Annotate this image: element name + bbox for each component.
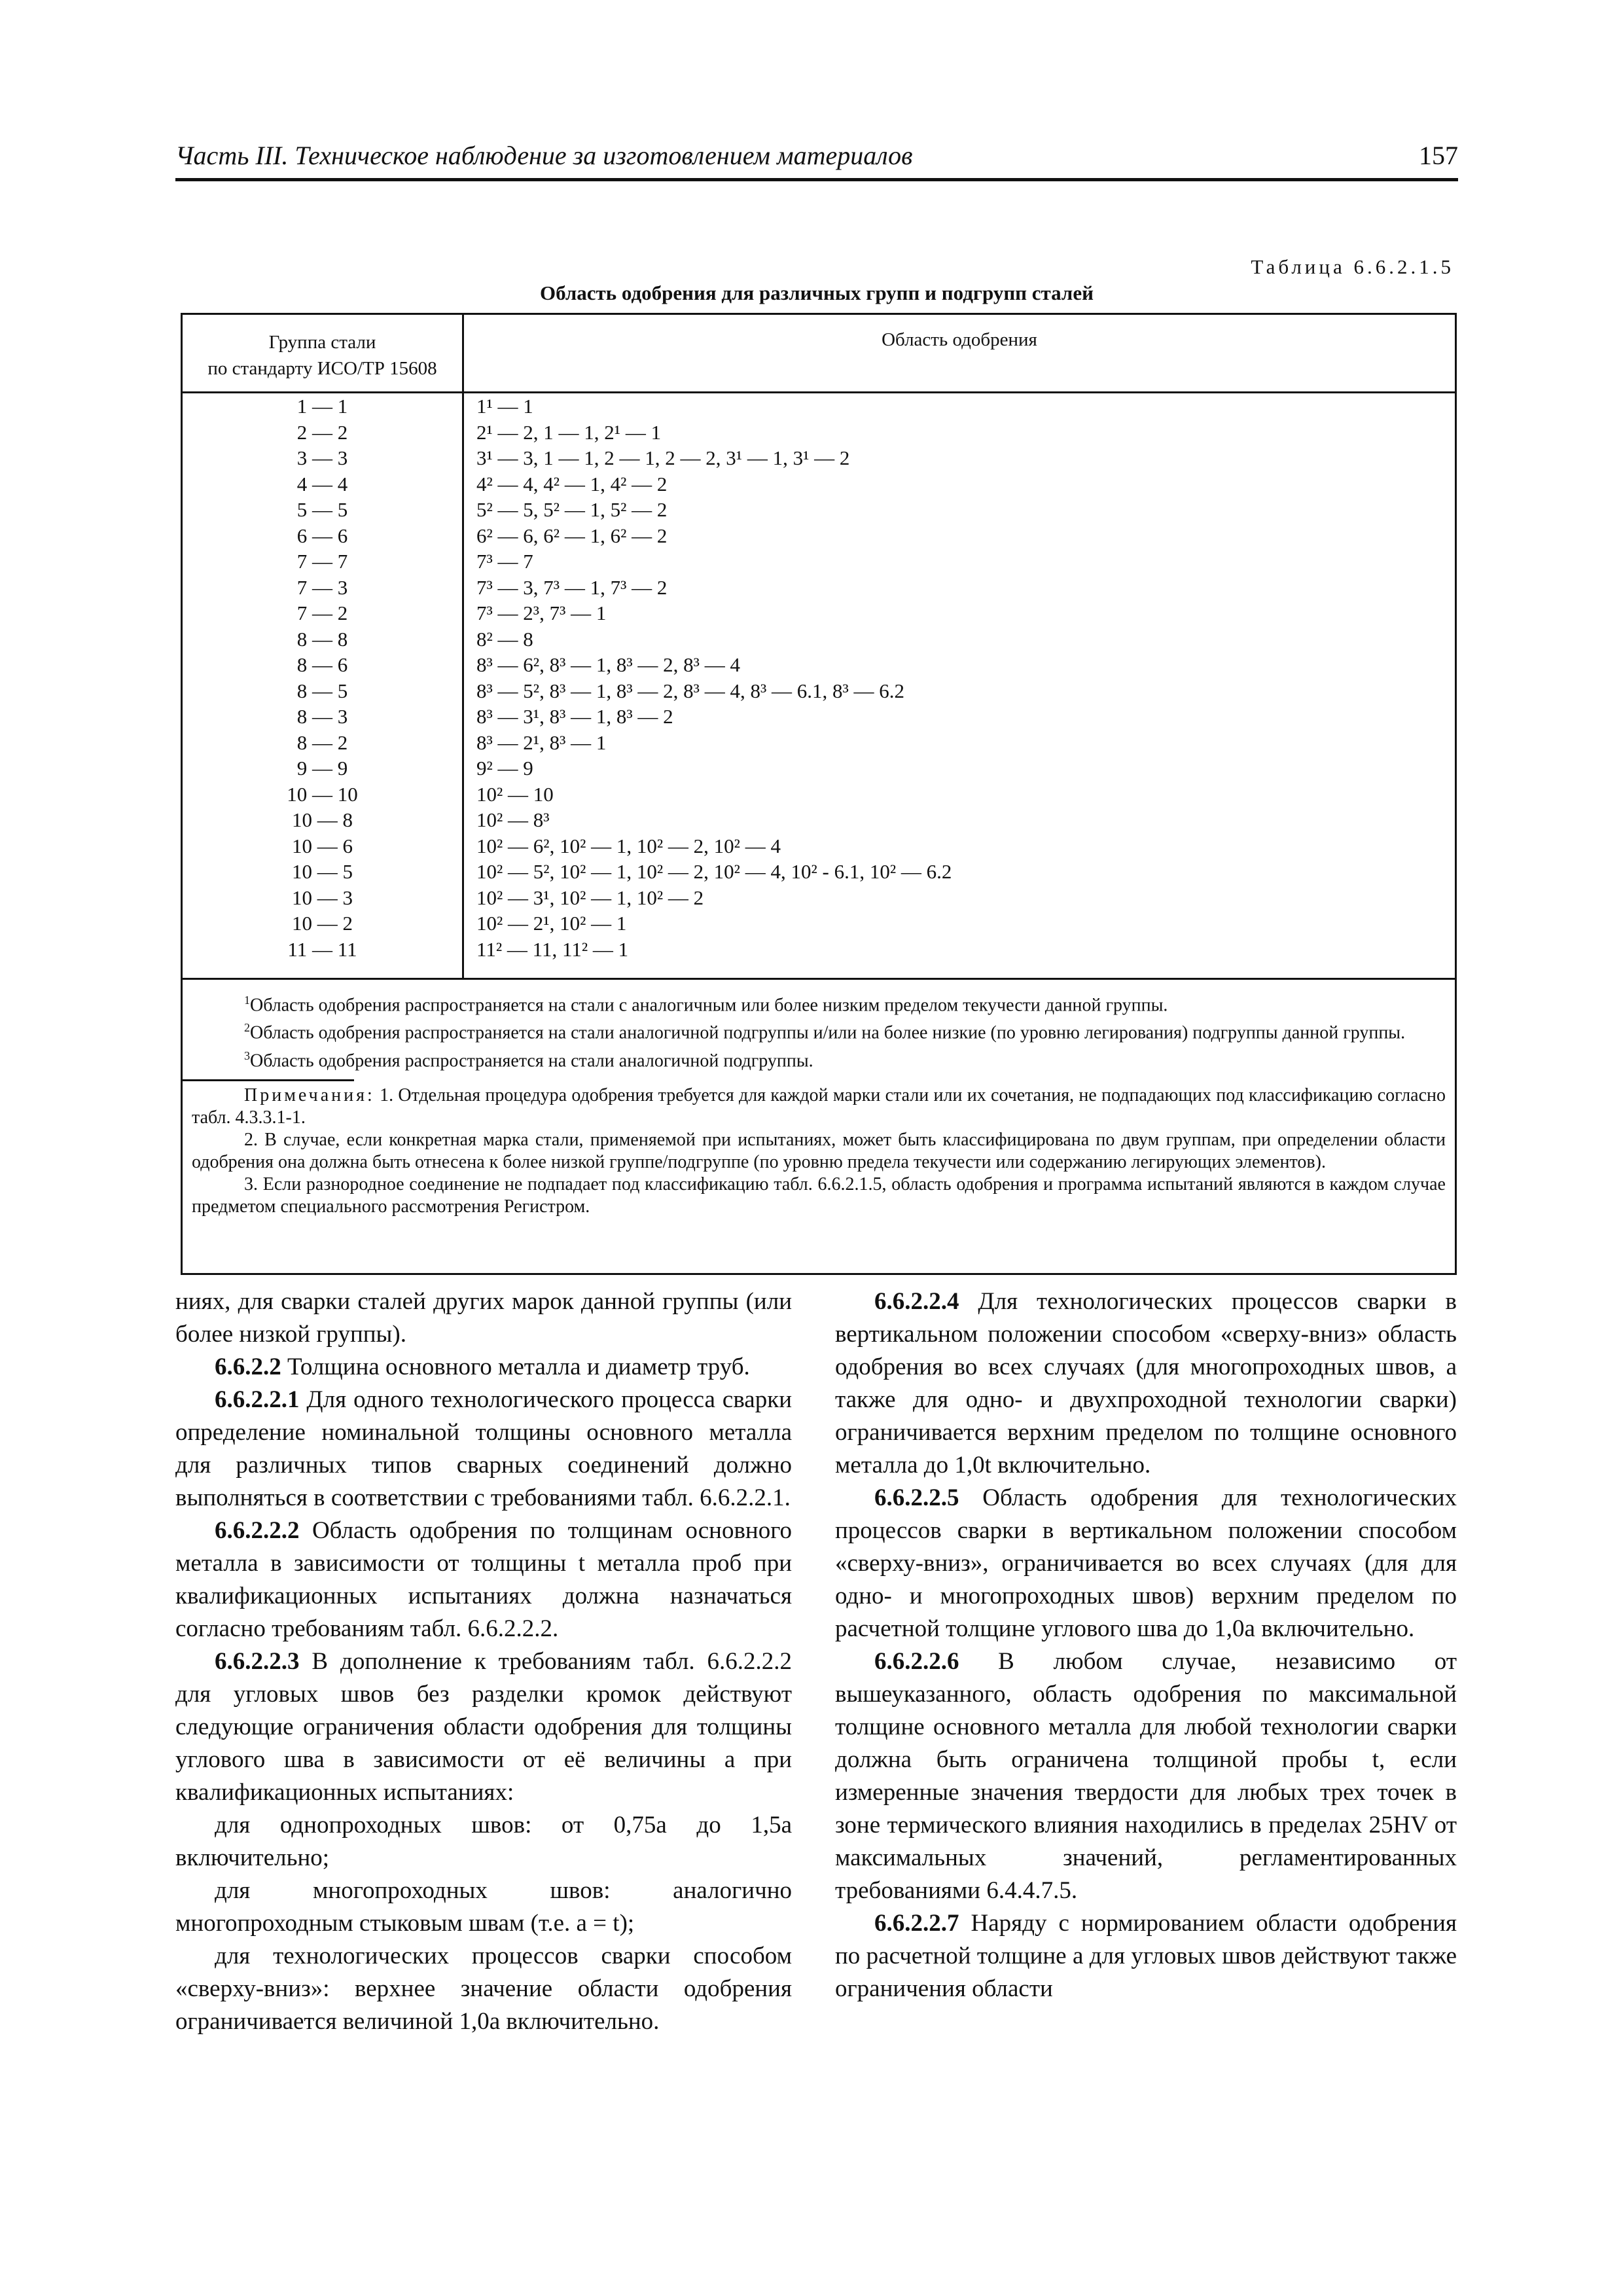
approval-range-cell: 6² — 6, 6² — 1, 6² — 2 — [476, 524, 668, 547]
footnote: $^3$Область одобрения распространяется на стали аналогичной подгруппы. — [244, 1049, 813, 1071]
body-column-left — [175, 1285, 792, 2038]
section-number: 6.6.2.2 — [215, 1354, 281, 1380]
body-column-right — [835, 1285, 1457, 2005]
steel-group-cell: 5 — 5 — [296, 498, 348, 521]
paragraph: для однопроходных швов: от 0,75a до 1,5a включительно; — [175, 1812, 792, 1871]
header-rule — [175, 178, 1458, 181]
table-label: Таблица 6.6.2.1.5 — [1251, 255, 1454, 278]
section-number: 6.6.2.2.7 — [874, 1910, 959, 1937]
steel-group-cell: 11 — 11 — [287, 937, 357, 961]
paragraph: ниях, для сварки сталей других марок данной группы (или более низкой группы). — [175, 1288, 792, 1348]
paragraph: 6.6.2.2.5 Область одобрения для технологических процессов сварки в вертикальном положении способом «сверху-вниз», ограничивается во всех случаях (для для одно- и многопроходных швов) верхним пределом по расчетной толщине углового шва до 1,0a включительно. — [835, 1484, 1457, 1642]
page-header — [175, 140, 1458, 181]
notes-rule — [183, 1079, 354, 1081]
section-number: 6.6.2.2.2 — [215, 1517, 300, 1544]
section-number: 6.6.2.2.3 — [215, 1648, 300, 1675]
approval-range-cell: 10² — 3¹, 10² — 1, 10² — 2 — [476, 886, 704, 909]
paragraph: для технологических процессов сварки способом «сверху-вниз»: верхнее значение области одобрения ограничивается величиной 1,0a включительно. — [175, 1943, 792, 2035]
steel-group-cell: 10 — 8 — [292, 808, 353, 831]
approval-range-cell: 7³ — 3, 7³ — 1, 7³ — 2 — [476, 575, 668, 599]
paragraph: 6.6.2.2.2 Область одобрения по толщинам основного металла в зависимости от толщины t металла проб при квалификационных испытаниях должна назначаться согласно требованиям табл. 6.6.2.2.2. — [175, 1517, 792, 1642]
column-header-range: Область одобрения — [882, 329, 1037, 350]
section-number: 6.6.2.2.4 — [874, 1288, 959, 1315]
approval-range-cell: 9² — 9 — [476, 757, 533, 780]
steel-group-cell: 9 — 9 — [296, 757, 348, 780]
paragraph: для многопроходных швов: аналогично многопроходным стыковым швам (т.е. a = t); — [175, 1877, 792, 1937]
steel-group-cell: 10 — 3 — [292, 886, 353, 909]
steel-group-column — [183, 393, 462, 962]
approval-range-cell: 3¹ — 3, 1 — 1, 2 — 1, 2 — 2, 3¹ — 1, 3¹ — 2 — [476, 446, 850, 469]
running-title: Часть III. Техническое наблюдение за изготовлением материалов — [175, 141, 913, 170]
table-footnotes — [192, 989, 1446, 1072]
note: 3. Если разнородное соединение не подпадает под классификацию табл. 6.6.2.1.5, область одобрения и программа испытаний являются в каждом случае предметом специального рассмотрения Регистром. — [192, 1174, 1446, 1217]
notes-label: Примечания: — [244, 1085, 375, 1105]
footnote: $^2$Область одобрения распространяется на стали аналогичной подгруппы и/или на более низкие (по уровню легирования) подгруппы данной группы. — [244, 1021, 1406, 1043]
steel-group-cell: 7 — 2 — [296, 601, 348, 624]
table-notes — [192, 1085, 1446, 1218]
steel-group-cell: 1 — 1 — [296, 395, 348, 418]
approval-range-cell: 8³ — 5², 8³ — 1, 8³ — 2, 8³ — 4, 8³ — 6.1, 8³ — 6.2 — [476, 679, 905, 702]
column-divider — [462, 315, 464, 980]
steel-group-cell: 2 — 2 — [296, 420, 348, 444]
approval-range-cell: 11² — 11, 11² — 1 — [476, 937, 629, 961]
section-number: 6.6.2.2.1 — [215, 1386, 300, 1413]
approval-range-cell: 1¹ — 1 — [476, 395, 533, 418]
steel-group-cell: 7 — 3 — [296, 575, 348, 599]
steel-group-cell: 10 — 6 — [292, 834, 353, 857]
steel-group-cell: 10 — 10 — [287, 782, 358, 806]
steel-group-cell: 6 — 6 — [296, 524, 348, 547]
note: 2. В случае, если конкретная марка стали, применяемой при испытаниях, может быть классифицирована по двум группам, при определении области одобрения она должна быть отнесена к более низкой группе/подгруппе (по уровню предела текучести или содержанию легирующих элементов). — [192, 1130, 1446, 1172]
approval-range-cell: 8³ — 2¹, 8³ — 1 — [476, 730, 607, 754]
steel-group-cell: 3 — 3 — [296, 446, 348, 469]
column-header-group-line2: по стандарту ИСО/ТР 15608 — [207, 358, 437, 379]
steel-group-cell: 8 — 8 — [296, 627, 348, 651]
section-number: 6.6.2.2.6 — [874, 1648, 959, 1675]
section-number: 6.6.2.2.5 — [874, 1484, 959, 1511]
approval-range-table — [181, 313, 1457, 1275]
approval-range-cell: 10² — 2¹, 10² — 1 — [476, 912, 627, 935]
approval-range-cell: 7³ — 7 — [476, 550, 533, 573]
body-divider — [183, 978, 1455, 980]
approval-range-cell: 2¹ — 2, 1 — 1, 2¹ — 1 — [476, 420, 662, 444]
approval-range-cell: 10² — 6², 10² — 1, 10² — 2, 10² — 4 — [476, 834, 781, 857]
steel-group-cell: 7 — 7 — [296, 550, 348, 573]
page-number: 157 — [1419, 141, 1458, 170]
approval-range-cell: 8³ — 6², 8³ — 1, 8³ — 2, 8³ — 4 — [476, 653, 740, 676]
paragraph: 6.6.2.2.7 Наряду с нормированием области одобрения по расчетной толщине а для угловых швов действуют также ограничения области — [835, 1910, 1457, 2002]
approval-range-cell: 10² — 8³ — [476, 808, 550, 831]
paragraph: 6.6.2.2.3 В дополнение к требованиям табл. 6.6.2.2.2 для угловых швов без разделки кромок действуют следующие ограничения области одобрения для толщины углового шва в зависимости от её величины а при квалификационных испытаниях: — [175, 1648, 792, 1806]
approval-range-column — [476, 393, 1448, 962]
paragraph: 6.6.2.2.4 Для технологических процессов сварки в вертикальном положении способом «сверху-вниз» область одобрения во всех случаях (для многопроходных швов, а также для одно- и двухпроходной технологии сварки) ограничивается верхним пределом по толщине основного металла до 1,0t включительно. — [835, 1288, 1457, 1479]
approval-range-cell: 5² — 5, 5² — 1, 5² — 2 — [476, 498, 668, 521]
steel-group-cell: 8 — 3 — [296, 705, 348, 728]
approval-range-cell: 4² — 4, 4² — 1, 4² — 2 — [476, 472, 668, 495]
approval-range-cell: 8² — 8 — [476, 627, 533, 651]
footnote: $^1$Область одобрения распространяется на стали с аналогичным или более низким пределом текучести данной группы. — [244, 994, 1168, 1016]
steel-group-cell: 10 — 5 — [292, 860, 353, 883]
column-header-group — [183, 329, 462, 382]
steel-group-cell: 8 — 5 — [296, 679, 348, 702]
paragraph: 6.6.2.2 Толщина основного металла и диаметр труб. — [215, 1354, 750, 1380]
steel-group-cell: 10 — 2 — [292, 912, 353, 935]
column-header-group-line1: Группа стали — [268, 332, 376, 353]
approval-range-cell: 8³ — 3¹, 8³ — 1, 8³ — 2 — [476, 705, 673, 728]
note: Примечания: 1. Отдельная процедура одобрения требуется для каждой марки стали или их сочетания, не подпадающих под классификацию согласно табл. 4.3.3.1-1. — [192, 1085, 1446, 1128]
steel-group-cell: 4 — 4 — [296, 472, 348, 495]
approval-range-cell: 7³ — 2³, 7³ — 1 — [476, 601, 607, 624]
steel-group-cell: 8 — 2 — [296, 730, 348, 754]
approval-range-cell: 10² — 5², 10² — 1, 10² — 2, 10² — 4, 10² - 6.1, 10² — 6.2 — [476, 860, 952, 883]
approval-range-cell: 10² — 10 — [476, 782, 554, 806]
paragraph: 6.6.2.2.6 В любом случае, независимо от вышеуказанного, область одобрения по максимальной толщине основного металла для любой технологии сварки должна быть ограничена толщиной пробы t, если измеренные значения твердости для любых трех точек в зоне термического влияния находились в пределах 25HV от максимальных значений, регламентированных требованиями 6.4.4.7.5. — [835, 1648, 1457, 1904]
table-caption: Область одобрения для различных групп и подгрупп сталей — [540, 281, 1094, 304]
paragraph: 6.6.2.2.1 Для одного технологического процесса сварки определение номинальной толщины основного металла для различных типов сварных соединений должно выполняться в соответствии с требованиями табл. 6.6.2.2.1. — [175, 1386, 792, 1511]
steel-group-cell: 8 — 6 — [296, 653, 348, 676]
